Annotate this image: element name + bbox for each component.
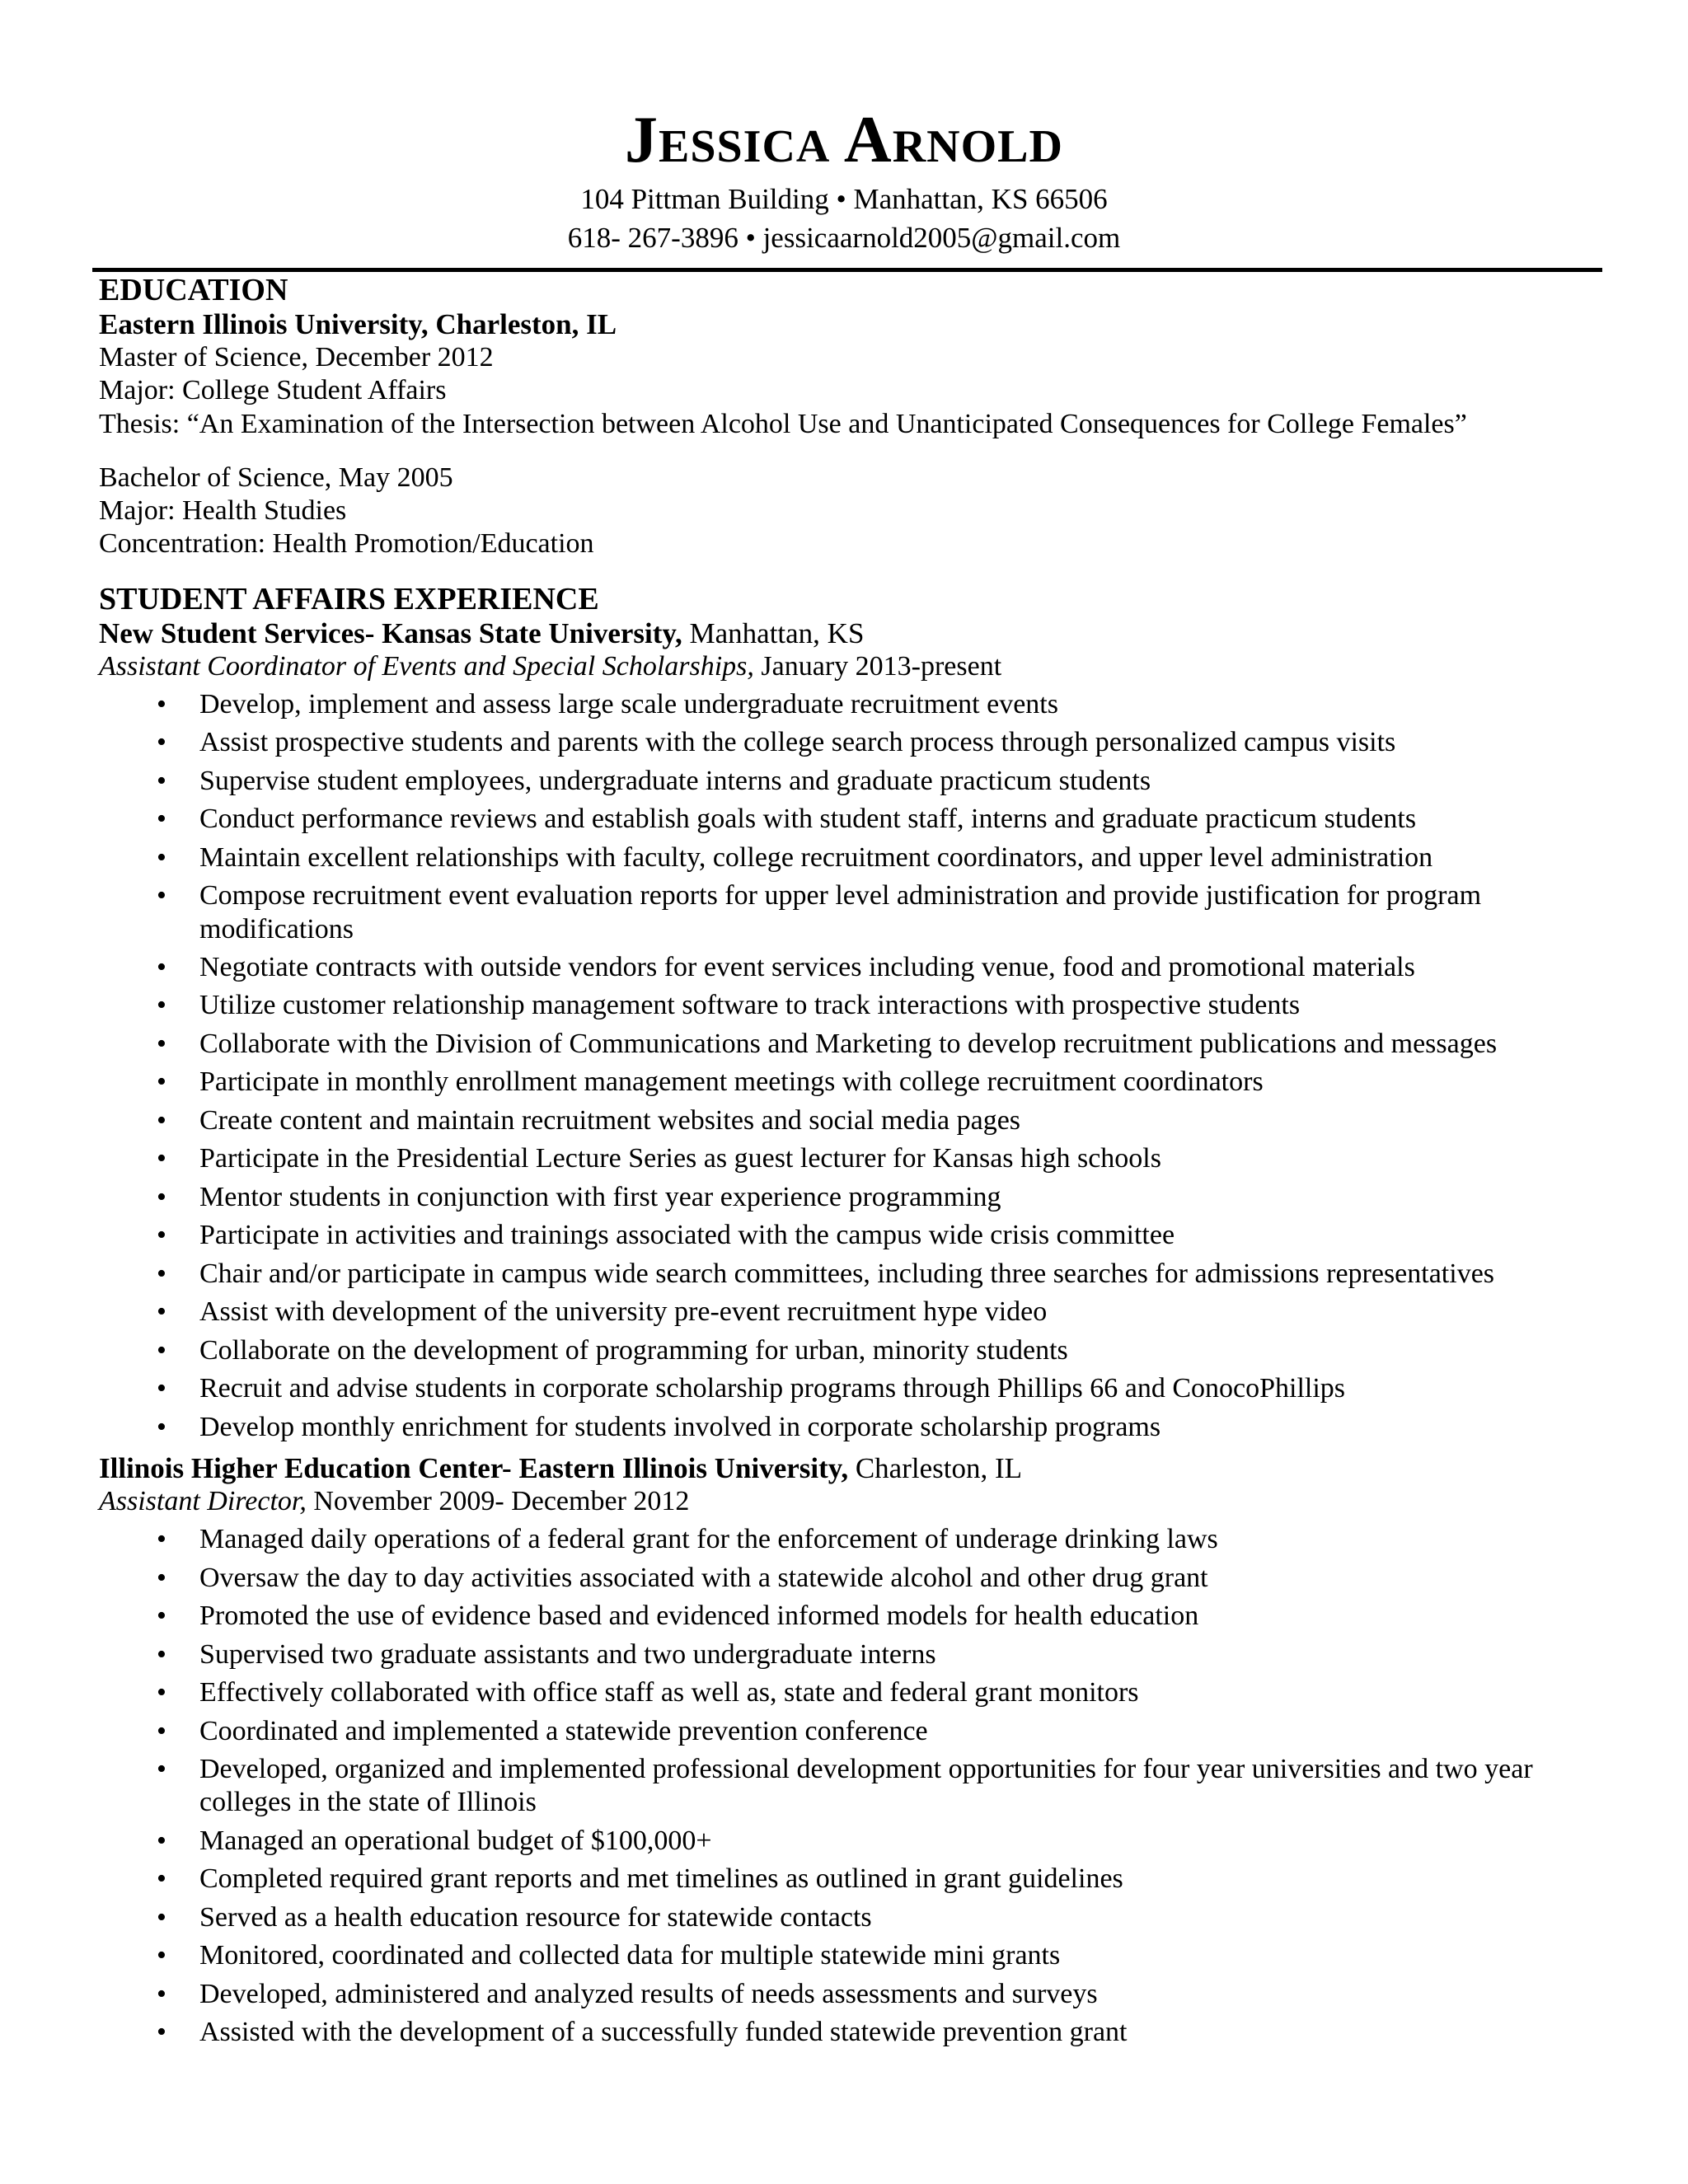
bullet-text: Effectively collaborated with office staff as well as, state and federal grant monitors [199, 1677, 1139, 1708]
bullet-text: Completed required grant reports and met timelines as outlined in grant guidelines [199, 1863, 1123, 1895]
bullet-text: Recruit and advise students in corporate scholarship programs through Phillips 66 and ConocoPhillips [199, 1373, 1346, 1404]
bullet-text: Mentor students in conjunction with first year experience programming [199, 1181, 1001, 1212]
education-heading: EDUCATION [99, 273, 288, 307]
list-item [99, 1411, 1566, 1444]
bullet-icon: • [157, 1411, 166, 1442]
job-list [99, 617, 1582, 2050]
bullet-icon: • [157, 688, 166, 719]
bullet-text: Negotiate contracts with outside vendors for event services including venue, food and promotional materials [199, 951, 1415, 982]
bullet-text: Conduct performance reviews and establish goals with student staff, interns and graduate practicum students [199, 804, 1417, 835]
list-item [99, 841, 1566, 874]
experience-section [99, 581, 1582, 2050]
bullet-icon: • [157, 1754, 166, 1784]
list-item [99, 1825, 1566, 1858]
bullet-text: Collaborate with the Division of Communications and Marketing to develop recruitment publications and messages [199, 1028, 1498, 1059]
bullet-icon: • [157, 1373, 166, 1404]
list-item [99, 1219, 1566, 1252]
list-item [99, 1753, 1566, 1820]
job-bullet-list [99, 1523, 1582, 2049]
bullet-text: Develop monthly enrichment for students involved in corporate scholarship programs [199, 1411, 1161, 1442]
list-item [99, 1181, 1566, 1214]
degree-masters [99, 341, 1582, 441]
job-dates: November 2009- December 2012 [306, 1486, 690, 1517]
bullet-icon: • [157, 1143, 166, 1174]
degree-line: Bachelor of Science, May 2005 [99, 462, 453, 493]
bullet-icon: • [157, 1978, 166, 2009]
resume-body [99, 272, 1582, 2055]
list-item [99, 765, 1566, 798]
list-item [99, 1334, 1566, 1367]
job-org-line [99, 617, 1582, 650]
bullet-text: Promoted the use of evidence based and evidenced informed models for health education [199, 1601, 1199, 1632]
job-role-line [99, 650, 1582, 683]
bullet-icon: • [157, 2017, 166, 2048]
bullet-icon: • [157, 1940, 166, 1971]
list-item [99, 1296, 1566, 1329]
bullet-icon: • [157, 1104, 166, 1136]
list-item [99, 1978, 1566, 2011]
bullet-icon: • [157, 1677, 166, 1708]
list-item [99, 726, 1566, 759]
bullet-icon: • [157, 841, 166, 873]
bullet-text: Assist prospective students and parents with the college search process through personalized campus visits [199, 727, 1396, 758]
list-item [99, 1258, 1566, 1291]
list-item [99, 1600, 1566, 1633]
education-school [99, 308, 1582, 341]
degree-line: Major: College Student Affairs [99, 375, 447, 406]
bullet-text: Served as a health education resource for statewide contacts [199, 1901, 872, 1933]
bullet-icon: • [157, 1863, 166, 1895]
bullet-icon: • [157, 880, 166, 912]
job-role-line [99, 1485, 1582, 1518]
list-item [99, 1372, 1566, 1405]
list-item [99, 1676, 1566, 1709]
bullet-icon: • [157, 804, 166, 835]
bullet-text: Monitored, coordinated and collected data for multiple statewide mini grants [199, 1940, 1061, 1971]
bullet-text: Participate in the Presidential Lecture Series as guest lecturer for Kansas high schools [199, 1143, 1161, 1174]
degree-line: Concentration: Health Promotion/Education [99, 528, 594, 560]
job-location: Charleston, IL [848, 1452, 1023, 1485]
phone-email-line: 618- 267-3896 • jessicaarnold2005@gmail.com [567, 222, 1121, 254]
bullet-icon: • [157, 1901, 166, 1933]
bullet-text: Developed, organized and implemented professional development opportunities for four year universities and two year colleges in the state of Illinois [199, 1754, 1533, 1818]
list-item [99, 951, 1566, 984]
list-item [99, 1715, 1566, 1748]
bullet-text: Utilize customer relationship management software to track interactions with prospective students [199, 990, 1301, 1021]
bullet-text: Assist with development of the university pre-event recruitment hype video [199, 1296, 1048, 1328]
bullet-text: Develop, implement and assess large scale undergraduate recruitment events [199, 688, 1058, 719]
education-section [99, 272, 1582, 561]
list-item [99, 1104, 1566, 1137]
bullet-text: Supervised two graduate assistants and two undergraduate interns [199, 1638, 936, 1670]
job-location: Manhattan, KS [682, 616, 865, 649]
job-dates: January 2013-present [753, 650, 1002, 682]
degree-line: Major: Health Studies [99, 495, 347, 527]
list-item [99, 1028, 1566, 1061]
job-entry [99, 1452, 1582, 2049]
job-organization: Illinois Higher Education Center- Eastern Illinois University, [99, 1452, 849, 1485]
list-item [99, 803, 1566, 836]
list-item [99, 879, 1566, 946]
job-title: Assistant Coordinator of Events and Special Scholarships, [99, 650, 754, 682]
candidate-name: Jessica Arnold [625, 104, 1063, 176]
list-item [99, 688, 1566, 721]
bullet-icon: • [157, 951, 166, 982]
bullet-text: Managed an operational budget of $100,000+ [199, 1825, 712, 1856]
bullet-icon: • [157, 1296, 166, 1328]
bullet-icon: • [157, 1334, 166, 1366]
experience-heading: STUDENT AFFAIRS EXPERIENCE [99, 581, 599, 616]
degree-line: Master of Science, December 2012 [99, 342, 494, 373]
bullet-icon: • [157, 1524, 166, 1555]
bullet-text: Compose recruitment event evaluation reports for upper level administration and provide justification for program modifications [199, 880, 1482, 944]
bullet-icon: • [157, 1638, 166, 1670]
bullet-icon: • [157, 1601, 166, 1632]
bullet-text: Assisted with the development of a successfully funded statewide prevention grant [199, 2017, 1128, 2048]
list-item [99, 1523, 1566, 1556]
bullet-icon: • [157, 1220, 166, 1251]
list-item [99, 1901, 1566, 1934]
degree-line: Thesis: “An Examination of the Intersection between Alcohol Use and Unanticipated Consequences for College Females” [99, 408, 1467, 439]
job-entry [99, 617, 1582, 1444]
list-item [99, 1939, 1566, 1972]
bullet-text: Supervise student employees, undergraduate interns and graduate practicum students [199, 765, 1151, 796]
list-item [99, 1066, 1566, 1099]
bullet-icon: • [157, 1715, 166, 1746]
bullet-icon: • [157, 1825, 166, 1856]
degree-bachelors [99, 462, 1582, 561]
bullet-text: Developed, administered and analyzed results of needs assessments and surveys [199, 1978, 1098, 2009]
list-item [99, 1142, 1566, 1175]
job-org-line [99, 1452, 1582, 1485]
bullet-icon: • [157, 1028, 166, 1059]
school-name: Eastern Illinois University, Charleston, IL [99, 308, 617, 340]
bullet-icon: • [157, 1181, 166, 1212]
bullet-text: Coordinated and implemented a statewide prevention conference [199, 1715, 928, 1746]
bullet-text: Oversaw the day to day activities associated with a statewide alcohol and other drug grant [199, 1562, 1208, 1593]
list-item [99, 1863, 1566, 1896]
bullet-icon: • [157, 1258, 166, 1289]
bullet-icon: • [157, 765, 166, 796]
bullet-text: Create content and maintain recruitment websites and social media pages [199, 1104, 1021, 1136]
bullet-icon: • [157, 1066, 166, 1098]
bullet-icon: • [157, 990, 166, 1021]
list-item [99, 1562, 1566, 1595]
bullet-text: Participate in monthly enrollment management meetings with college recruitment coordinators [199, 1066, 1264, 1098]
list-item [99, 2016, 1566, 2049]
job-bullet-list [99, 688, 1582, 1444]
bullet-text: Chair and/or participate in campus wide search committees, including three searches for admissions representatives [199, 1258, 1495, 1289]
list-item [99, 1638, 1566, 1671]
job-organization: New Student Services- Kansas State University, [99, 616, 682, 649]
bullet-text: Participate in activities and trainings associated with the campus wide crisis committee [199, 1220, 1175, 1251]
resume-header [0, 101, 1688, 257]
bullet-icon: • [157, 727, 166, 758]
job-title: Assistant Director, [99, 1486, 307, 1517]
address-line: 104 Pittman Building • Manhattan, KS 66506 [580, 183, 1108, 215]
list-item [99, 989, 1566, 1022]
bullet-text: Managed daily operations of a federal grant for the enforcement of underage drinking laws [199, 1524, 1218, 1555]
bullet-text: Collaborate on the development of programming for urban, minority students [199, 1334, 1068, 1366]
bullet-icon: • [157, 1562, 166, 1593]
bullet-text: Maintain excellent relationships with faculty, college recruitment coordinators, and upper level administration [199, 841, 1433, 873]
